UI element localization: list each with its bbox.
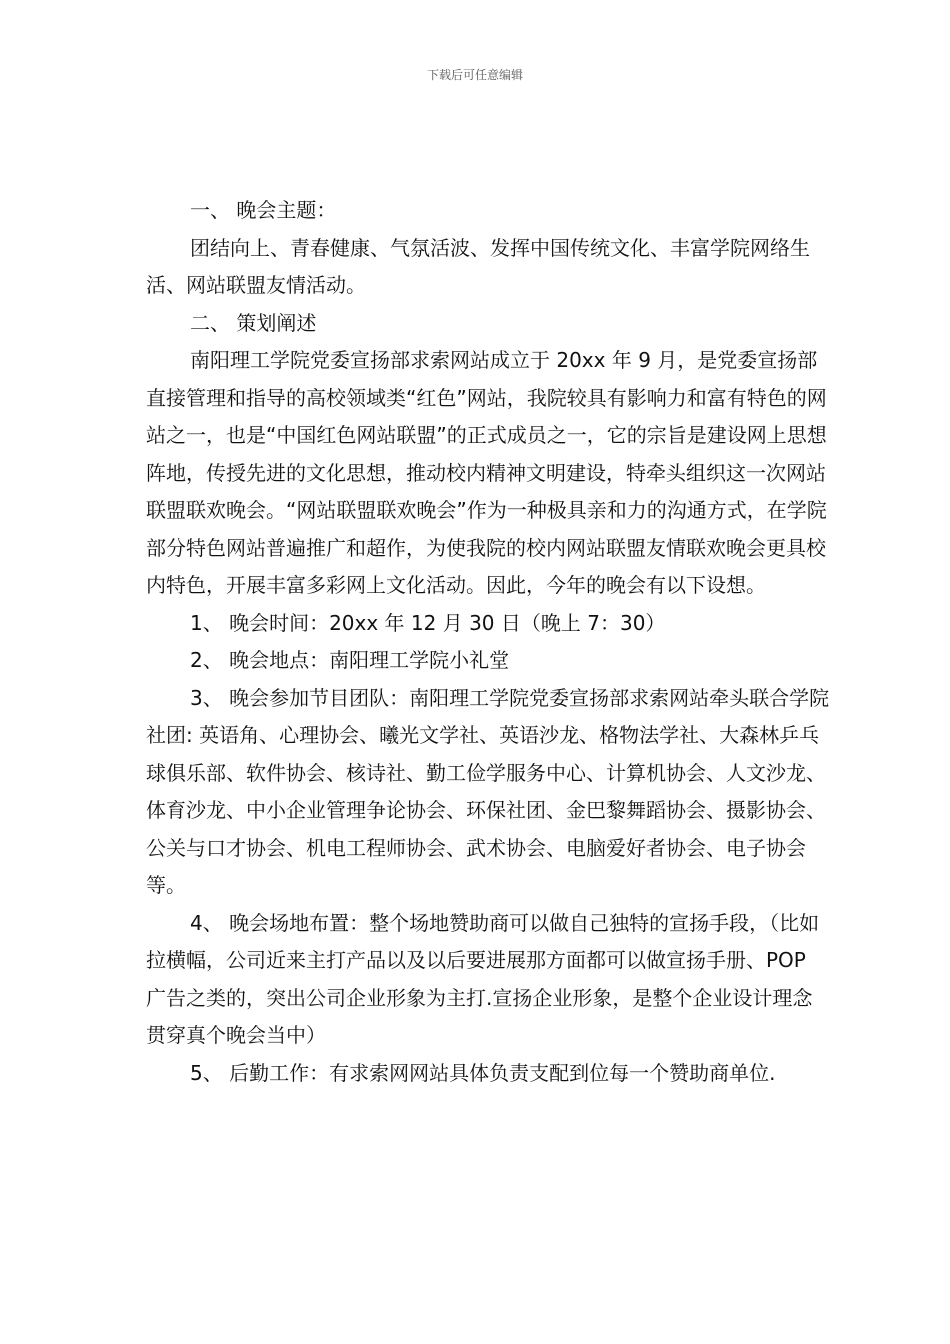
list-item-teams: 3、 晚会参加节目团队：南阳理工学院党委宣扬部求索网站牵头联合学院社团: 英语角、心理协会、曦光文学社、英语沙龙、格物法学社、大森林乒乓球俱乐部、软件协会、核诗社、勤工俭学服务中心、计算机协会、人文沙龙、体育沙龙、中小企业管理争论协会、环保社团、金巴黎舞蹈协会、摄影协会、公关与口才协会、机电工程师协会、武术协会、电脑爱好者协会、电子协会等。 bbox=[146, 685, 830, 897]
document-body bbox=[146, 192, 830, 1092]
list-item-logistics: 5、 后勤工作：有求索网网站具体负责支配到位每一个赞助商单位. bbox=[190, 1060, 776, 1085]
list-item-layout: 4、 晚会场地布置：整个场地赞助商可以做自己独特的宣扬手段，（比如拉横幅，公司近来主打产品以及以后要进展那方面都可以做宣扬手册、POP 广告之类的，突出公司企业形象为主打.宣扬企业形象，是整个企业设计理念贯穿真个晚会当中） bbox=[146, 910, 820, 1047]
paragraph-plan-description: 南阳理工学院党委宣扬部求索网站成立于 20xx 年 9 月，是党委宣扬部直接管理和指导的高校领域类“红色”网站，我院较具有影响力和富有特色的网站之一，也是“中国红色网站联盟”的正式成员之一，它的宗旨是建设网上思想阵地，传授先进的文化思想，推动校内精神文明建设，特牵头组织这一次网站联盟联欢晚会。“网站联盟联欢晚会”作为一种极具亲和力的沟通方式，在学院部分特色网站普遍推广和超作，为使我院的校内网站联盟友情联欢晚会更具校内特色，开展丰富多彩网上文化活动。因此，今年的晚会有以下设想。 bbox=[146, 348, 827, 597]
section-heading-plan: 二、 策划阐述 bbox=[190, 310, 317, 335]
list-item-venue: 2、 晚会地点：南阳理工学院小礼堂 bbox=[190, 648, 510, 672]
page-header: 下载后可任意编辑 bbox=[426, 68, 523, 82]
paragraph-theme: 团结向上、青春健康、气氛活波、发挥中国传统文化、丰富学院网络生活、网站联盟友情活动。 bbox=[146, 235, 810, 297]
list-item-time: 1、 晚会时间：20xx 年 12 月 30 日（晚上 7：30） bbox=[190, 610, 666, 635]
section-heading-theme: 一、 晚会主题： bbox=[190, 198, 337, 222]
